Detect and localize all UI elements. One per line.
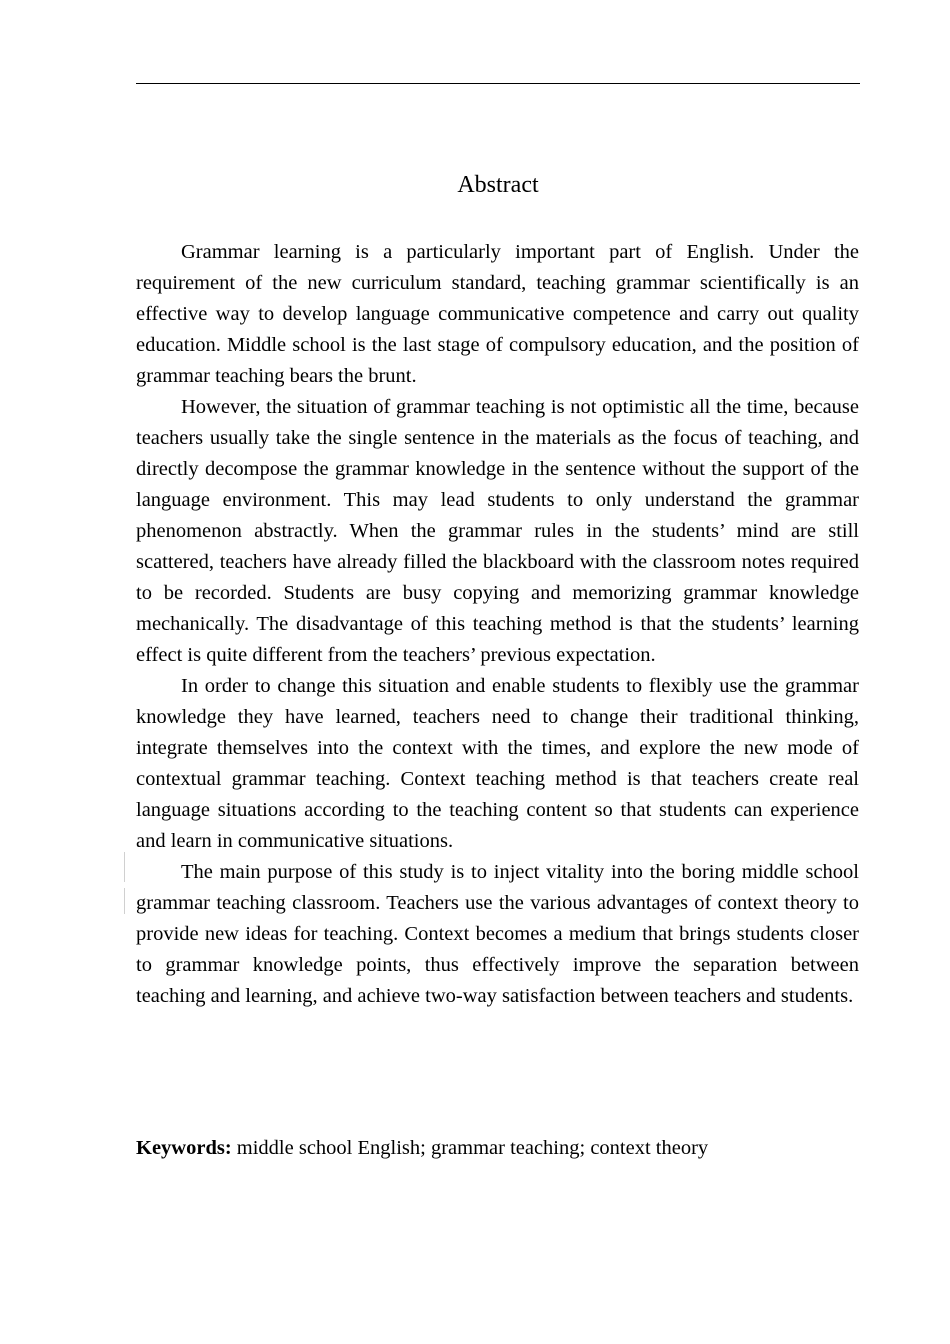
abstract-paragraph-4: The main purpose of this study is to inject vitality into the boring middle school grammar teaching classroom. Teachers use the various advantages of context theory to provide new ideas for teaching. Context becomes a medium that brings students closer to grammar knowledge points, thus effectively improve the separation between teaching and learning, and achieve two-way satisfaction between teachers and students. xyxy=(136,861,859,1007)
abstract-title: Abstract xyxy=(457,172,539,198)
keywords-label: Keywords: xyxy=(136,1137,232,1159)
margin-mark-2 xyxy=(124,888,125,914)
header-rule xyxy=(136,83,860,84)
keywords-value: middle school English; grammar teaching; context theory xyxy=(231,1137,709,1159)
abstract-paragraph-1: Grammar learning is a particularly important part of English. Under the requirement of the new curriculum standard, teaching grammar scientifically is an effective way to develop language communicative competence and carry out quality education. Middle school is the last stage of compulsory education, and the position of grammar teaching bears the brunt. xyxy=(136,241,859,387)
abstract-body xyxy=(136,237,859,1012)
abstract-paragraph-2: However, the situation of grammar teaching is not optimistic all the time, because teachers usually take the single sentence in the materials as the focus of teaching, and directly decompose the grammar knowledge in the sentence without the support of the language environment. This may lead students to only understand the grammar phenomenon abstractly. When the grammar rules in the students’ mind are still scattered, teachers have already filled the blackboard with the classroom notes required to be recorded. Students are busy copying and memorizing grammar knowledge mechanically. The disadvantage of this teaching method is that the students’ learning effect is quite different from the teachers’ previous expectation. xyxy=(136,396,859,666)
keywords-line xyxy=(136,1133,860,1164)
margin-mark-1 xyxy=(124,852,125,882)
abstract-paragraph-3: In order to change this situation and enable students to flexibly use the grammar knowledge they have learned, teachers need to change their traditional thinking, integrate themselves into the context with the times, and explore the new mode of contextual grammar teaching. Context teaching method is that teachers create real language situations according to the teaching content so that students can experience and learn in communicative situations. xyxy=(136,675,859,852)
